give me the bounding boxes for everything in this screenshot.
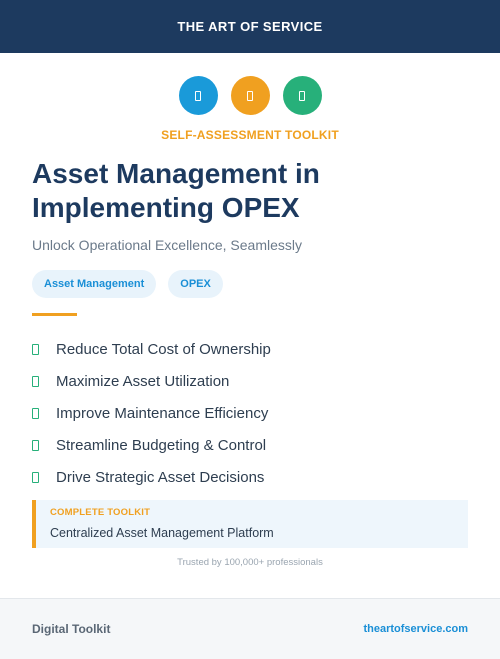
toolkit-value: Centralized Asset Management Platform xyxy=(50,526,274,540)
subtitle: Unlock Operational Excellence, Seamlessly xyxy=(32,237,303,253)
check-icon xyxy=(32,408,39,419)
check-icon xyxy=(32,472,39,483)
list-item xyxy=(32,365,271,397)
header-bar xyxy=(0,0,500,53)
list-item xyxy=(32,461,271,493)
brand-name: THE ART OF SERVICE xyxy=(177,19,323,34)
list-item xyxy=(32,429,271,461)
title-line-1: Asset Management in xyxy=(32,158,320,189)
check-icon xyxy=(32,376,39,387)
document-icon xyxy=(195,91,201,101)
list-item xyxy=(32,397,271,429)
feature-text: Maximize Asset Utilization xyxy=(56,372,230,390)
feature-text: Reduce Total Cost of Ownership xyxy=(56,340,271,358)
page-title xyxy=(32,157,472,225)
orange-circle-icon xyxy=(231,76,270,115)
icon-row xyxy=(0,76,500,115)
feature-text: Drive Strategic Asset Decisions xyxy=(56,468,265,486)
kicker-label: SELF-ASSESSMENT TOOLKIT xyxy=(161,128,339,142)
feature-text: Streamline Budgeting & Control xyxy=(56,436,267,454)
footer-bar xyxy=(0,598,500,659)
list-item xyxy=(32,333,271,365)
check-icon xyxy=(32,344,39,355)
document-icon xyxy=(299,91,305,101)
feature-text: Improve Maintenance Efficiency xyxy=(56,404,269,422)
tag-list xyxy=(32,270,223,298)
toolkit-label: COMPLETE TOOLKIT xyxy=(50,507,151,518)
toolkit-callout xyxy=(32,500,468,548)
green-circle-icon xyxy=(283,76,322,115)
title-line-2: Implementing OPEX xyxy=(32,192,300,223)
check-icon xyxy=(32,440,39,451)
tag-opex[interactable]: OPEX xyxy=(168,270,223,298)
feature-list xyxy=(32,333,271,493)
tag-asset-management[interactable]: Asset Management xyxy=(32,270,156,298)
document-icon xyxy=(247,91,253,101)
trusted-note: Trusted by 100,000+ professionals xyxy=(177,557,323,568)
website-link[interactable]: theartofservice.com xyxy=(363,623,468,635)
blue-circle-icon xyxy=(179,76,218,115)
footer-label: Digital Toolkit xyxy=(32,622,111,636)
accent-divider xyxy=(32,313,77,316)
